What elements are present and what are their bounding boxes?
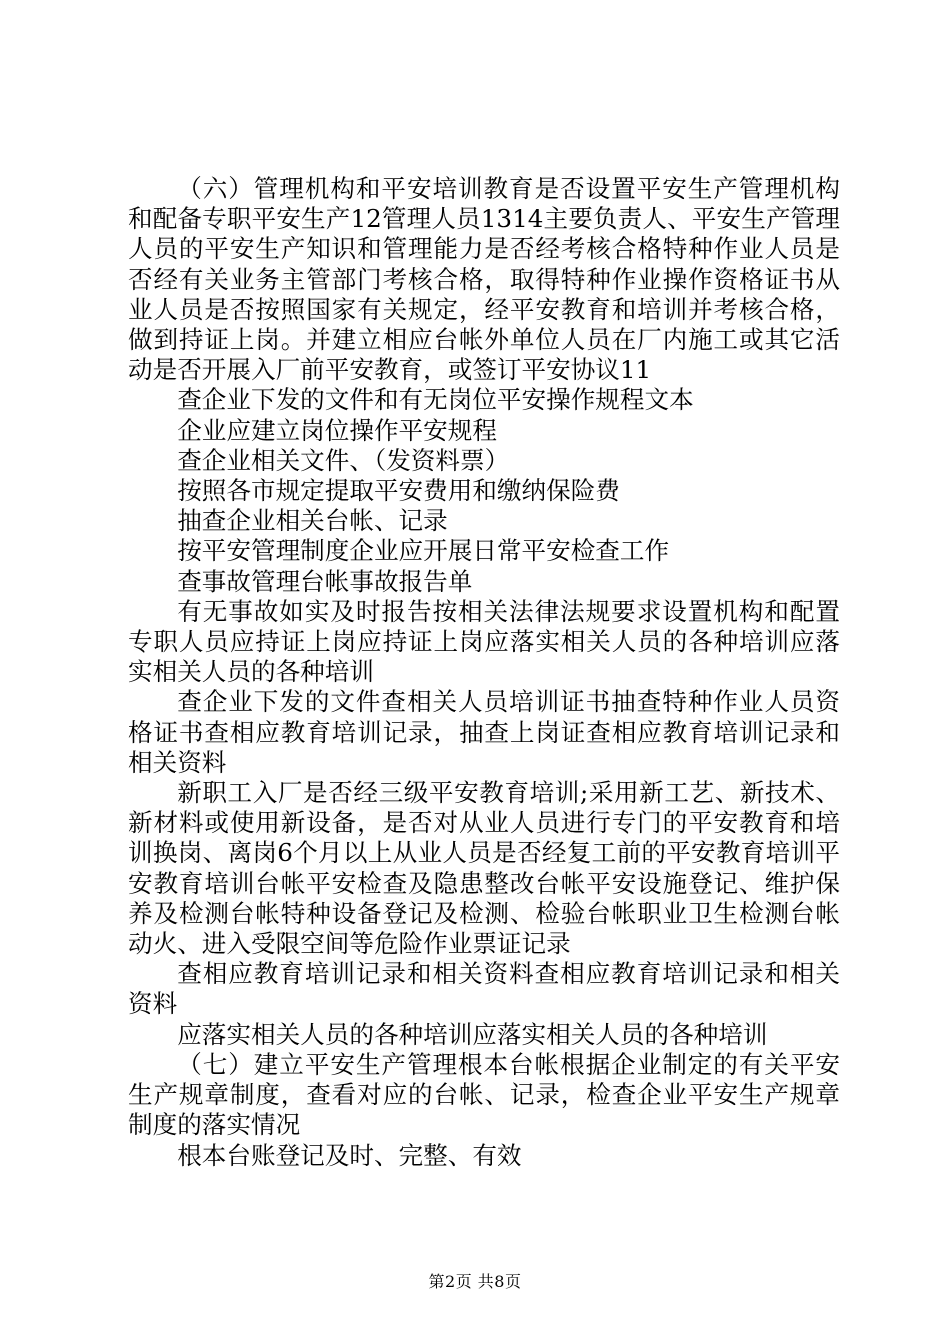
document-body [128, 174, 840, 1171]
paragraph-implement-training: 应落实相关人员的各种培训应落实相关人员的各种培训 [177, 1019, 768, 1049]
page-number: 第2页 共8页 [428, 1272, 522, 1291]
paragraph-check-files: 查企业下发的文件和有无岗位平安操作规程文本 [177, 385, 694, 415]
paragraph-training-records: 查相应教育培训记录和相关资料查相应教育培训记录和相关资料 [128, 959, 840, 1019]
paragraph-management-training: （六）管理机构和平安培训教育是否设置平安生产管理机构和配备专职平安生产12管理人员1314主要负责人、平安生产管理人员的平安生产知识和管理能力是否经考核合格特种作业人员是否经有关业务主管部门考核合格，取得特种作业操作资格证书从业人员是否按照国家有关规定，经平安教育和培训并考核合格，做到持证上岗。并建立相应台帐外单位人员在厂内施工或其它活动是否开展入厂前平安教育，或签订平安协议11 [128, 174, 840, 385]
paragraph-certificates: 查企业下发的文件查相关人员培训证书抽查特种作业人员资格证书查相应教育培训记录，抽查上岗证查相应教育培训记录和相关资料 [128, 687, 840, 777]
paragraph-daily-inspection: 按平安管理制度企业应开展日常平安检查工作 [177, 536, 670, 566]
paragraph-related-files: 查企业相关文件、（发资料票） [177, 445, 510, 475]
paragraph-ledger-timely: 根本台账登记及时、完整、有效 [177, 1140, 522, 1170]
paragraph-accident-ledger: 查事故管理台帐事故报告单 [177, 566, 473, 596]
paragraph-operation-rules: 企业应建立岗位操作平安规程 [177, 415, 497, 445]
paragraph-new-workers: 新职工入厂是否经三级平安教育培训;采用新工艺、新技术、新材料或使用新设备，是否对从业人员进行专门的平安教育和培训换岗、离岗6个月以上从业人员是否经复工前的平安教育培训平安教育培训台帐平安检查及隐患整改台帐平安设施登记、维护保养及检测台帐特种设备登记及检测、检验台帐职业卫生检测台帐动火、进入受限空间等危险作业票证记录 [128, 778, 840, 959]
paragraph-basic-ledger: （七）建立平安生产管理根本台帐根据企业制定的有关平安生产规章制度，查看对应的台帐、记录，检查企业平安生产规章制度的落实情况 [128, 1049, 840, 1140]
paragraph-accident-report: 有无事故如实及时报告按相关法律法规要求设置机构和配置专职人员应持证上岗应持证上岗应落实相关人员的各种培训应落实相关人员的各种培训 [128, 596, 840, 687]
paragraph-ledger-check: 抽查企业相关台帐、记录 [177, 506, 448, 536]
paragraph-safety-fees: 按照各市规定提取平安费用和缴纳保险费 [177, 476, 620, 506]
